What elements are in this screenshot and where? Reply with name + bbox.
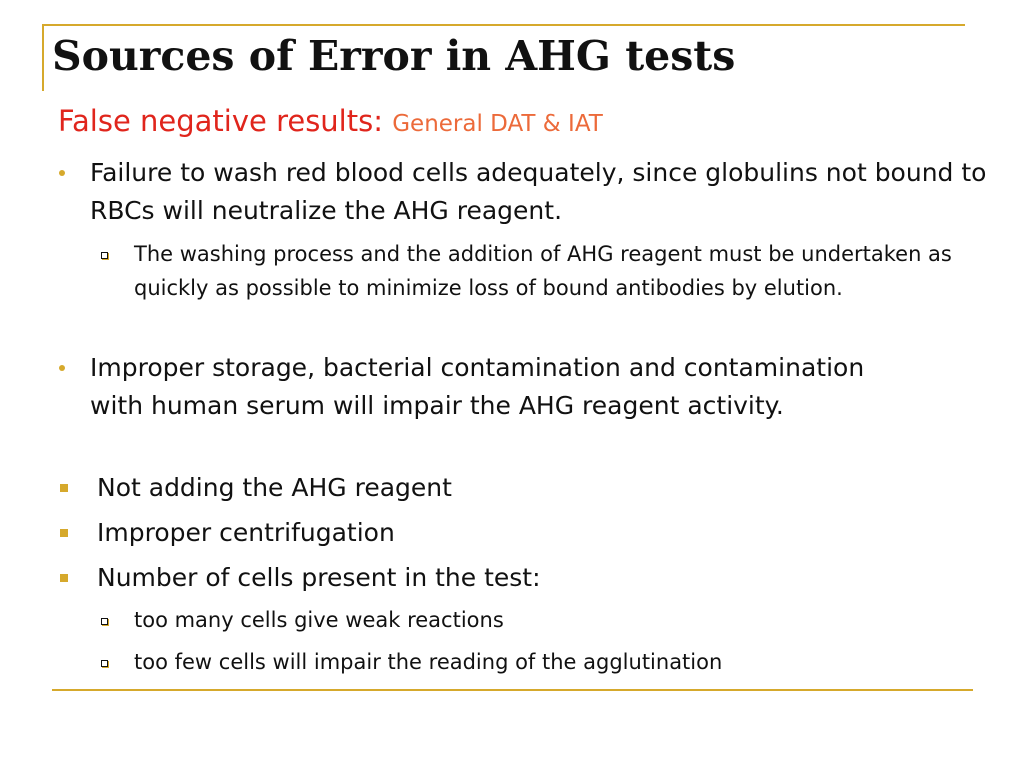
subtitle xyxy=(58,104,603,138)
sub-bullet-text: The washing process and the addition of AHG reagent must be undertaken as quickly as possible to minimize loss of bound antibodies by elution. xyxy=(134,242,952,300)
square-outline-bullet-icon xyxy=(101,618,108,625)
bullet-text: Failure to wash red blood cells adequately, since globulins not bound to RBCs will neutralize the AHG reagent. xyxy=(90,158,987,225)
square-bullet-icon xyxy=(60,484,68,492)
bottom-rule xyxy=(52,689,973,691)
bullet-item xyxy=(97,559,957,597)
bullet-item xyxy=(97,514,957,552)
bullet-item xyxy=(97,469,957,507)
square-bullet-icon xyxy=(60,529,68,537)
bullet-item xyxy=(90,154,990,230)
dot-bullet-icon xyxy=(59,170,65,176)
bullet-text: Number of cells present in the test: xyxy=(97,563,541,592)
dot-bullet-icon xyxy=(59,365,65,371)
square-outline-bullet-icon xyxy=(101,252,108,259)
sub-bullet-text: too few cells will impair the reading of the agglutination xyxy=(134,650,723,674)
bullet-text: Improper storage, bacterial contamination and contamination with human serum will impair the AHG reagent activity. xyxy=(90,353,865,420)
top-rule xyxy=(42,24,965,26)
bullet-text: Not adding the AHG reagent xyxy=(97,473,452,502)
sub-bullet-item xyxy=(134,237,974,305)
sub-bullet-text: too many cells give weak reactions xyxy=(134,608,504,632)
slide-title: Sources of Error in AHG tests xyxy=(52,32,736,80)
bullet-item xyxy=(90,349,910,425)
left-rule xyxy=(42,24,44,91)
square-bullet-icon xyxy=(60,574,68,582)
subtitle-main: False negative results: xyxy=(58,104,393,138)
subtitle-sub: General DAT & IAT xyxy=(392,111,603,137)
bullet-text: Improper centrifugation xyxy=(97,518,395,547)
sub-bullet-item xyxy=(134,603,984,637)
square-outline-bullet-icon xyxy=(101,660,108,667)
sub-bullet-item xyxy=(134,645,1004,679)
